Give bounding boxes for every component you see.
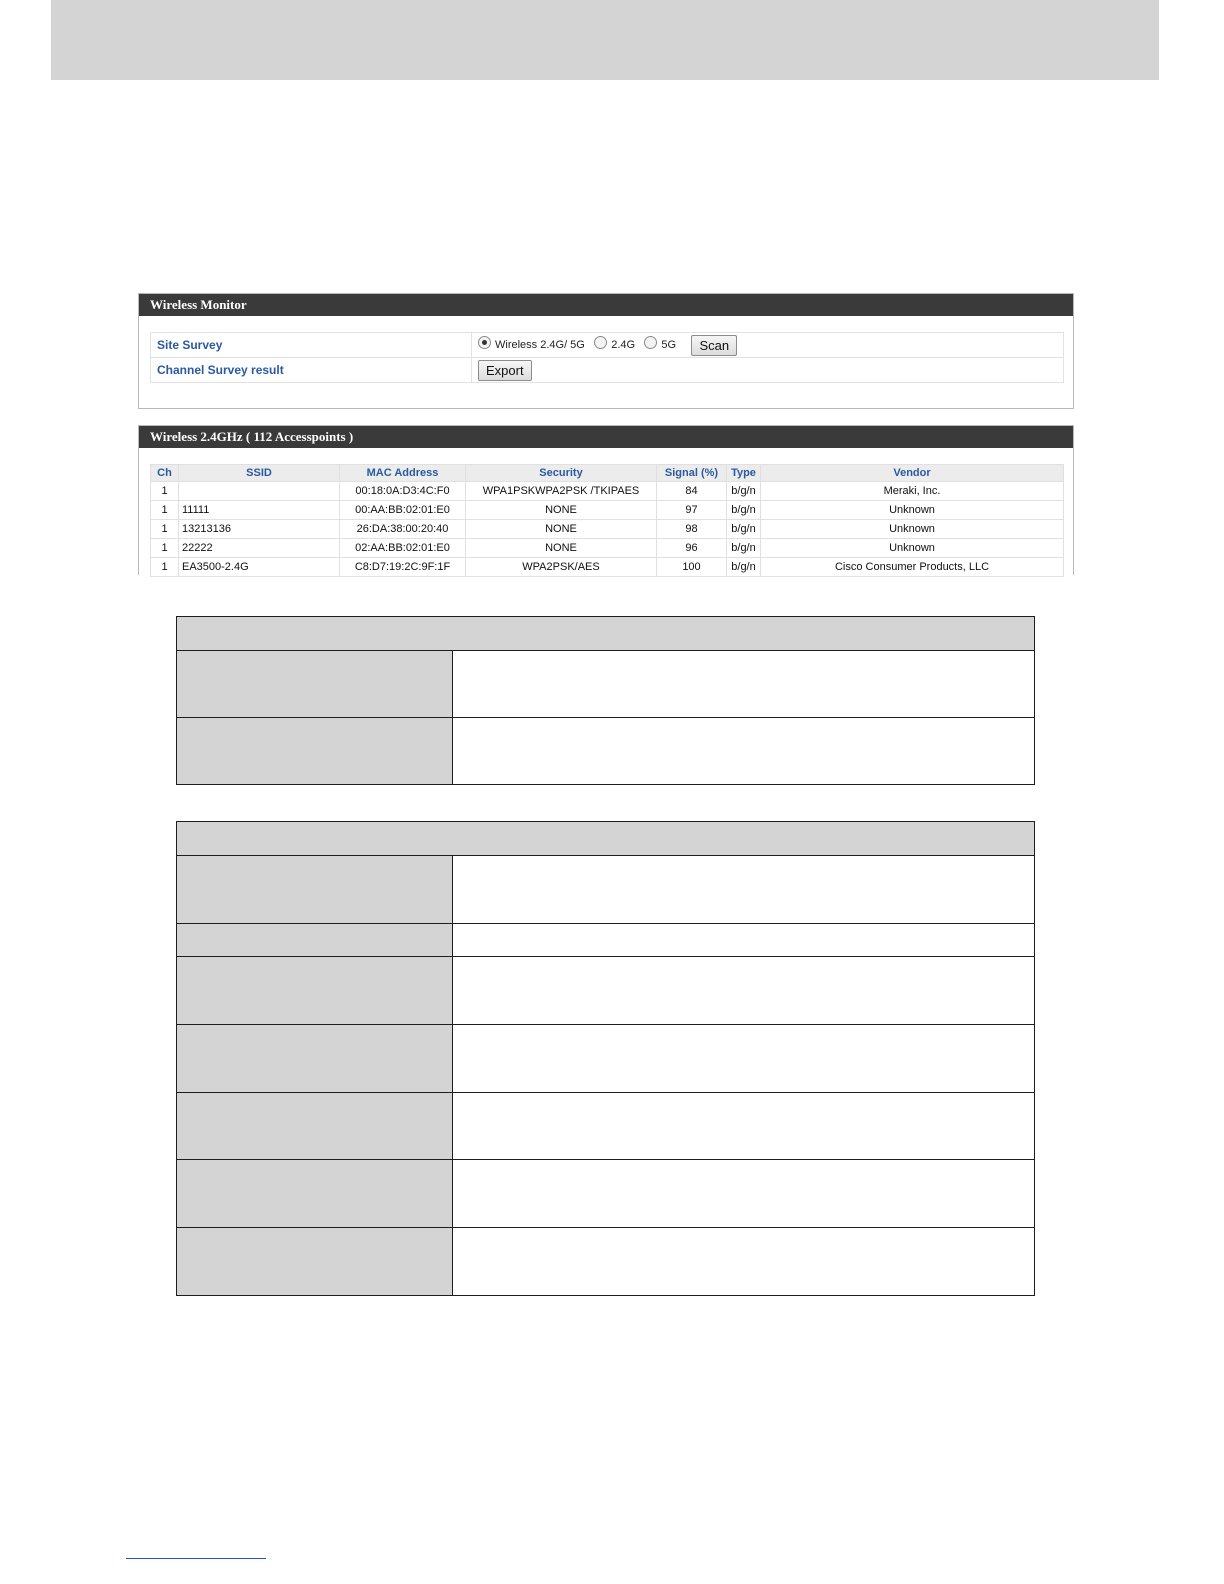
description-label-cell (177, 1228, 453, 1296)
export-button[interactable]: Export (478, 360, 532, 381)
description-table-header (177, 822, 1035, 856)
cell-ssid: 13213136 (179, 520, 340, 539)
column-header-ssid[interactable]: SSID (179, 465, 340, 482)
cell-ch: 1 (151, 539, 179, 558)
table-row (151, 501, 1064, 520)
accesspoint-list-panel (138, 425, 1074, 575)
description-value-cell (453, 924, 1035, 957)
column-header-mac[interactable]: MAC Address (340, 465, 466, 482)
description-label-cell (177, 1093, 453, 1160)
description-label-cell (177, 856, 453, 924)
description-value-cell (453, 1228, 1035, 1296)
cell-signal: 97 (657, 501, 727, 520)
cell-type: b/g/n (727, 520, 761, 539)
cell-mac: 00:AA:BB:02:01:E0 (340, 501, 466, 520)
description-table-1 (176, 616, 1035, 785)
channel-survey-row (151, 358, 1064, 383)
cell-ch: 1 (151, 482, 179, 501)
channel-survey-label: Channel Survey result (151, 358, 472, 383)
wireless-monitor-panel (138, 293, 1074, 409)
cell-type: b/g/n (727, 501, 761, 520)
column-header-vendor[interactable]: Vendor (761, 465, 1064, 482)
cell-type: b/g/n (727, 558, 761, 577)
site-survey-controls (472, 333, 1064, 358)
description-value-cell (453, 1025, 1035, 1093)
description-value-cell (453, 957, 1035, 1025)
column-header-ch[interactable]: Ch (151, 465, 179, 482)
table-row (151, 539, 1064, 558)
cell-mac: 02:AA:BB:02:01:E0 (340, 539, 466, 558)
cell-signal: 96 (657, 539, 727, 558)
description-label-cell (177, 957, 453, 1025)
scan-button[interactable]: Scan (691, 335, 737, 356)
table-row (151, 482, 1064, 501)
page-header-band (51, 0, 1159, 80)
radio-2-4g-label: 2.4G (611, 339, 636, 352)
description-table-header (177, 617, 1035, 651)
table-row (151, 558, 1064, 577)
cell-ssid: EA3500-2.4G (179, 558, 340, 577)
accesspoint-table (150, 464, 1064, 577)
description-value-cell (453, 1093, 1035, 1160)
footer-link-underline (126, 1558, 266, 1559)
cell-vendor: Cisco Consumer Products, LLC (761, 558, 1064, 577)
accesspoint-table-header (151, 465, 1064, 482)
cell-mac: C8:D7:19:2C:9F:1F (340, 558, 466, 577)
cell-ch: 1 (151, 501, 179, 520)
description-value-cell (453, 856, 1035, 924)
accesspoint-list-title: Wireless 2.4GHz ( 112 Accesspoints ) (139, 426, 1073, 448)
cell-signal: 100 (657, 558, 727, 577)
radio-5g[interactable] (644, 336, 657, 349)
site-survey-row (151, 333, 1064, 358)
cell-security: NONE (466, 520, 657, 539)
radio-wireless-both-label: Wireless 2.4G/ 5G (495, 339, 585, 352)
site-survey-label: Site Survey (151, 333, 472, 358)
cell-vendor: Unknown (761, 520, 1064, 539)
description-label-cell (177, 1160, 453, 1228)
description-value-cell (453, 651, 1035, 718)
cell-ch: 1 (151, 558, 179, 577)
cell-signal: 98 (657, 520, 727, 539)
cell-type: b/g/n (727, 482, 761, 501)
description-value-cell (453, 718, 1035, 785)
column-header-security[interactable]: Security (466, 465, 657, 482)
wireless-monitor-form (150, 332, 1064, 383)
cell-vendor: Unknown (761, 539, 1064, 558)
cell-mac: 26:DA:38:00:20:40 (340, 520, 466, 539)
cell-vendor: Meraki, Inc. (761, 482, 1064, 501)
radio-2-4g[interactable] (594, 336, 607, 349)
channel-survey-controls (472, 358, 1064, 383)
radio-wireless-both[interactable] (478, 336, 491, 349)
cell-type: b/g/n (727, 539, 761, 558)
cell-signal: 84 (657, 482, 727, 501)
cell-security: NONE (466, 539, 657, 558)
description-label-cell (177, 651, 453, 718)
description-label-cell (177, 1025, 453, 1093)
cell-vendor: Unknown (761, 501, 1064, 520)
description-table-2 (176, 821, 1035, 1296)
description-value-cell (453, 1160, 1035, 1228)
table-row (151, 520, 1064, 539)
cell-mac: 00:18:0A:D3:4C:F0 (340, 482, 466, 501)
cell-ch: 1 (151, 520, 179, 539)
cell-security: WPA2PSK/AES (466, 558, 657, 577)
cell-ssid: 11111 (179, 501, 340, 520)
cell-ssid: 22222 (179, 539, 340, 558)
description-label-cell (177, 718, 453, 785)
column-header-type[interactable]: Type (727, 465, 761, 482)
radio-5g-label: 5G (661, 339, 677, 352)
description-label-cell (177, 924, 453, 957)
wireless-monitor-title: Wireless Monitor (139, 294, 1073, 316)
column-header-signal[interactable]: Signal (%) (657, 465, 727, 482)
cell-security: WPA1PSKWPA2PSK /TKIPAES (466, 482, 657, 501)
cell-security: NONE (466, 501, 657, 520)
cell-ssid (179, 482, 340, 501)
